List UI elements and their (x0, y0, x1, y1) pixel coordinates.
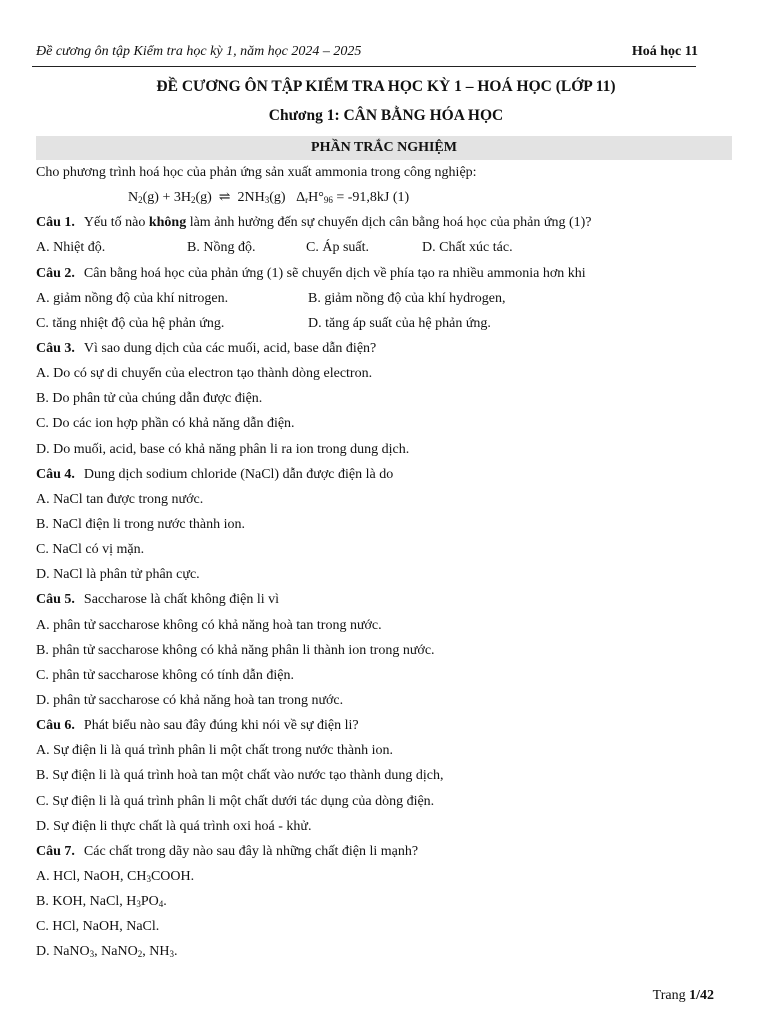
question-5: Câu 5. Saccharose là chất không điện li vì (36, 592, 280, 608)
page-footer (653, 988, 714, 1004)
question-2: Câu 2. Cân bằng hoá học của phản ứng (1) sẽ chuyển dịch về phía tạo ra nhiều ammonia hơn khi (36, 265, 586, 281)
option-a: A. HCl, NaOH, $CH_3COOH$. (36, 868, 195, 884)
page-label: Trang (652, 988, 690, 1003)
question-7: Câu 7. Các chất trong dãy nào sau đây là những chất điện li mạnh? (36, 843, 419, 859)
option-c: C. tăng nhiệt độ của hệ phản ứng. (36, 315, 225, 331)
option-d: D. Sự điện li thực chất là quá trình oxi hoá - khử. (36, 818, 312, 834)
question-1: Câu 1. Yếu tố nào không làm ảnh hưởng đến sự chuyển dịch cân bằng hoá học của phản ứng (1)? (36, 215, 592, 231)
option-d: D. Chất xúc tác. (422, 240, 513, 256)
document-title: ĐỀ CƯƠNG ÔN TẬP KIỂM TRA HỌC KỲ 1 – HOÁ HỌC (LỚP 11) (156, 78, 616, 95)
question-2-options-row2 (36, 311, 736, 336)
question-3: Câu 3. Vì sao dung dịch của các muối, acid, base dẫn điện? (36, 340, 377, 356)
option-d: D. tăng áp suất của hệ phản ứng. (308, 315, 491, 331)
option-c: C. phân tử saccharose không có tính dẫn điện. (36, 667, 294, 683)
section-heading: PHẦN TRẮC NGHIỆM (36, 136, 732, 160)
header-document-title: Đề cương ôn tập Kiểm tra học kỳ 1, năm học 2024 – 2025 (36, 44, 362, 59)
intro-text: Cho phương trình hoá học của phản ứng sản xuất ammonia trong công nghiệp: (36, 165, 477, 180)
header-divider (32, 66, 696, 67)
page-header (36, 44, 698, 62)
option-c: C. Sự điện li là quá trình phân li một chất dưới tác dụng của dòng điện. (36, 793, 435, 809)
option-b: B. NaCl điện li trong nước thành ion. (36, 516, 246, 532)
option-a: A. giảm nồng độ của khí nitrogen. (36, 290, 229, 306)
option-c: C. HCl, NaOH, NaCl. (36, 919, 160, 935)
page-number: 1/42 (689, 988, 714, 1003)
question-2-options-row1 (36, 286, 736, 311)
option-b: B. Sự điện li là quá trình hoà tan một chất vào nước tạo thành dung dịch, (36, 768, 444, 784)
option-d: D. NaCl là phân tử phân cực. (36, 567, 200, 583)
option-a: A. phân tử saccharose không có khả năng hoà tan trong nước. (36, 617, 382, 633)
option-b: B. giảm nồng độ của khí hydrogen, (308, 290, 506, 306)
option-d: D. phân tử saccharose có khả năng hoà tan trong nước. (36, 692, 344, 708)
chemical-equation: $N_2(g) + 3H_2(g)$ ⇌ $2NH_3(g)$ $\Delta_rH^\circ_{96} = -91,8kJ$ (1) (128, 190, 410, 206)
question-4: Câu 4. Dung dịch sodium chloride (NaCl) dẫn được điện là do (36, 466, 394, 482)
header-subject: Hoá học 11 (631, 44, 698, 59)
option-b: B. phân tử saccharose không có khả năng phân li thành ion trong nước. (36, 642, 435, 658)
option-b: B. Do phân tử của chúng dẫn được điện. (36, 391, 263, 407)
option-b: B. Nồng độ. (187, 240, 256, 256)
chapter-title: Chương 1: CÂN BẰNG HÓA HỌC (268, 107, 504, 124)
option-d: D. NaNO$_3$, NaNO$_2$, $NH_3$. (36, 944, 178, 960)
option-a: A. NaCl tan được trong nước. (36, 491, 204, 507)
option-c: C. Do các ion hợp phần có khả năng dẫn điện. (36, 416, 295, 432)
option-a: A. Sự điện li là quá trình phân li một chất trong nước thành ion. (36, 743, 393, 759)
option-a: A. Do có sự di chuyển của electron tạo thành dòng electron. (36, 366, 373, 382)
option-b: B. KOH, NaCl, $H_3PO_4$. (36, 894, 167, 910)
option-a: A. Nhiệt độ. (36, 240, 106, 256)
option-c: C. Áp suất. (306, 240, 369, 256)
option-c: C. NaCl có vị mặn. (36, 542, 145, 558)
option-d: D. Do muối, acid, base có khả năng phân li ra ion trong dung dịch. (36, 441, 410, 457)
question-1-options (36, 235, 736, 260)
question-content (36, 160, 736, 965)
equilibrium-arrow: ⇌ (218, 190, 231, 206)
question-6: Câu 6. Phát biểu nào sau đây đúng khi nói về sự điện li? (36, 718, 359, 734)
